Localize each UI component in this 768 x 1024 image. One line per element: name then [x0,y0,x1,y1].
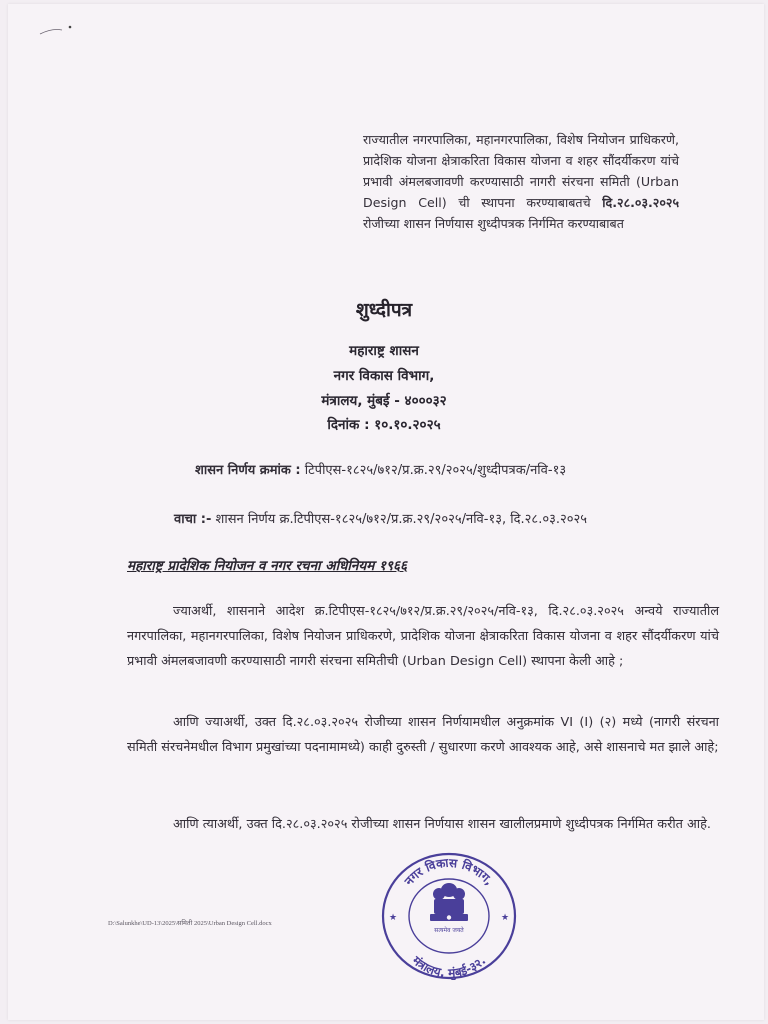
gr-number-line [195,460,566,478]
seal-motto: सत्यमेव जयते [434,927,464,934]
subject-text-end: रोजीच्या शासन निर्णयास शुध्दीपत्रक निर्गमित करण्याबाबत [363,216,624,231]
seal-star-right: ★ [501,913,510,923]
paragraph-1 [127,599,719,674]
act-title: महाराष्ट्र प्रादेशिक नियोजन व नगर रचना अधिनियम १९६६ [127,558,408,574]
file-path-footer: D:\Salunkhe\UD-13\2025\समिती 2025\Urban Design Cell.docx [108,920,272,927]
gr-number-value: टिपीएस-१८२५/७१२/प्र.क्र.२९/२०२५/शुध्दीपत्रक/नवि-१३ [304,463,567,478]
read-label: वाचा :- [174,512,212,527]
seal-star-left: ★ [389,913,398,923]
read-reference-line [174,509,587,527]
paragraph-2 [127,710,719,760]
seal-top-text: नगर विकास विभाग, [401,855,497,889]
subject-date: दि.२८.०३.२०२५ [602,195,679,210]
document-date: दिनांक : १०.१०.२०२५ [327,417,441,433]
paragraph-1-text: ज्याअर्थी, शासनाने आदेश क्र.टिपीएस-१८२५/७१२/प्र.क्र.२९/२०२५/नवि-१३, दि.२८.०३.२०२५ अन्वये राज्यातील नगरपालिका, महानगरपालिका, विशेष नियोजन प्राधिकरणे, प्रादेशिक योजना क्षेत्राकरिता विकास योजना व शहर सौंदर्यीकरण यांचे प्रभावी अंमलबजावणी करण्यासाठी नागरी संरचना समितीची (Urban Design Cell) स्थापना केली आहे ; [127,604,719,669]
seal-bottom-text: मंत्रालय, मुंबई-३२. [409,953,489,980]
paragraph-3-text: आणि त्याअर्थी, उक्त दि.२८.०३.२०२५ रोजीच्या शासन निर्णयास शासन खालीलप्रमाणे शुध्दीपत्रक निर्गमित करीत आहे. [173,817,711,832]
ashoka-emblem-icon [430,883,468,921]
paragraph-3 [127,812,719,837]
read-value: शासन निर्णय क्र.टिपीएस-१८२५/७१२/प्र.क्र.२९/२०२५/नवि-१३, दि.२८.०३.२०२५ [215,512,588,527]
paragraph-2-text: आणि ज्याअर्थी, उक्त दि.२८.०३.२०२५ रोजीच्या शासन निर्णयामधील अनुक्रमांक VI (I) (२) मध्ये (नागरी संरचना समिती संरचनेमधील विभाग प्रमुखांच्या पदनामामध्ये) काही दुरुस्ती / सुधारणा करणे आवश्यक आहे, असे शासनाचे मत झाले आहे; [127,715,719,755]
department-seal [378,850,520,980]
subject-paragraph [363,129,679,234]
document-title: शुध्दीपत्र [355,299,413,321]
authority-line-3: मंत्रालय, मुंबई - ४०००३२ [321,393,447,409]
authority-line-2: नगर विकास विभाग, [333,368,435,384]
scan-mark [38,22,78,36]
authority-line-1: महाराष्ट्र शासन [349,343,419,359]
subject-text: राज्यातील नगरपालिका, महानगरपालिका, विशेष नियोजन प्राधिकरणे, प्रादेशिक योजना क्षेत्राकरिता विकास योजना व शहर सौंदर्यीकरण यांचे प्रभावी अंमलबजावणी करण्यासाठी नागरी संरचना समिती (Urban Design Cell) ची स्थापना करण्याबाबतचे [363,132,679,210]
gr-number-label: शासन निर्णय क्रमांक : [195,463,301,478]
